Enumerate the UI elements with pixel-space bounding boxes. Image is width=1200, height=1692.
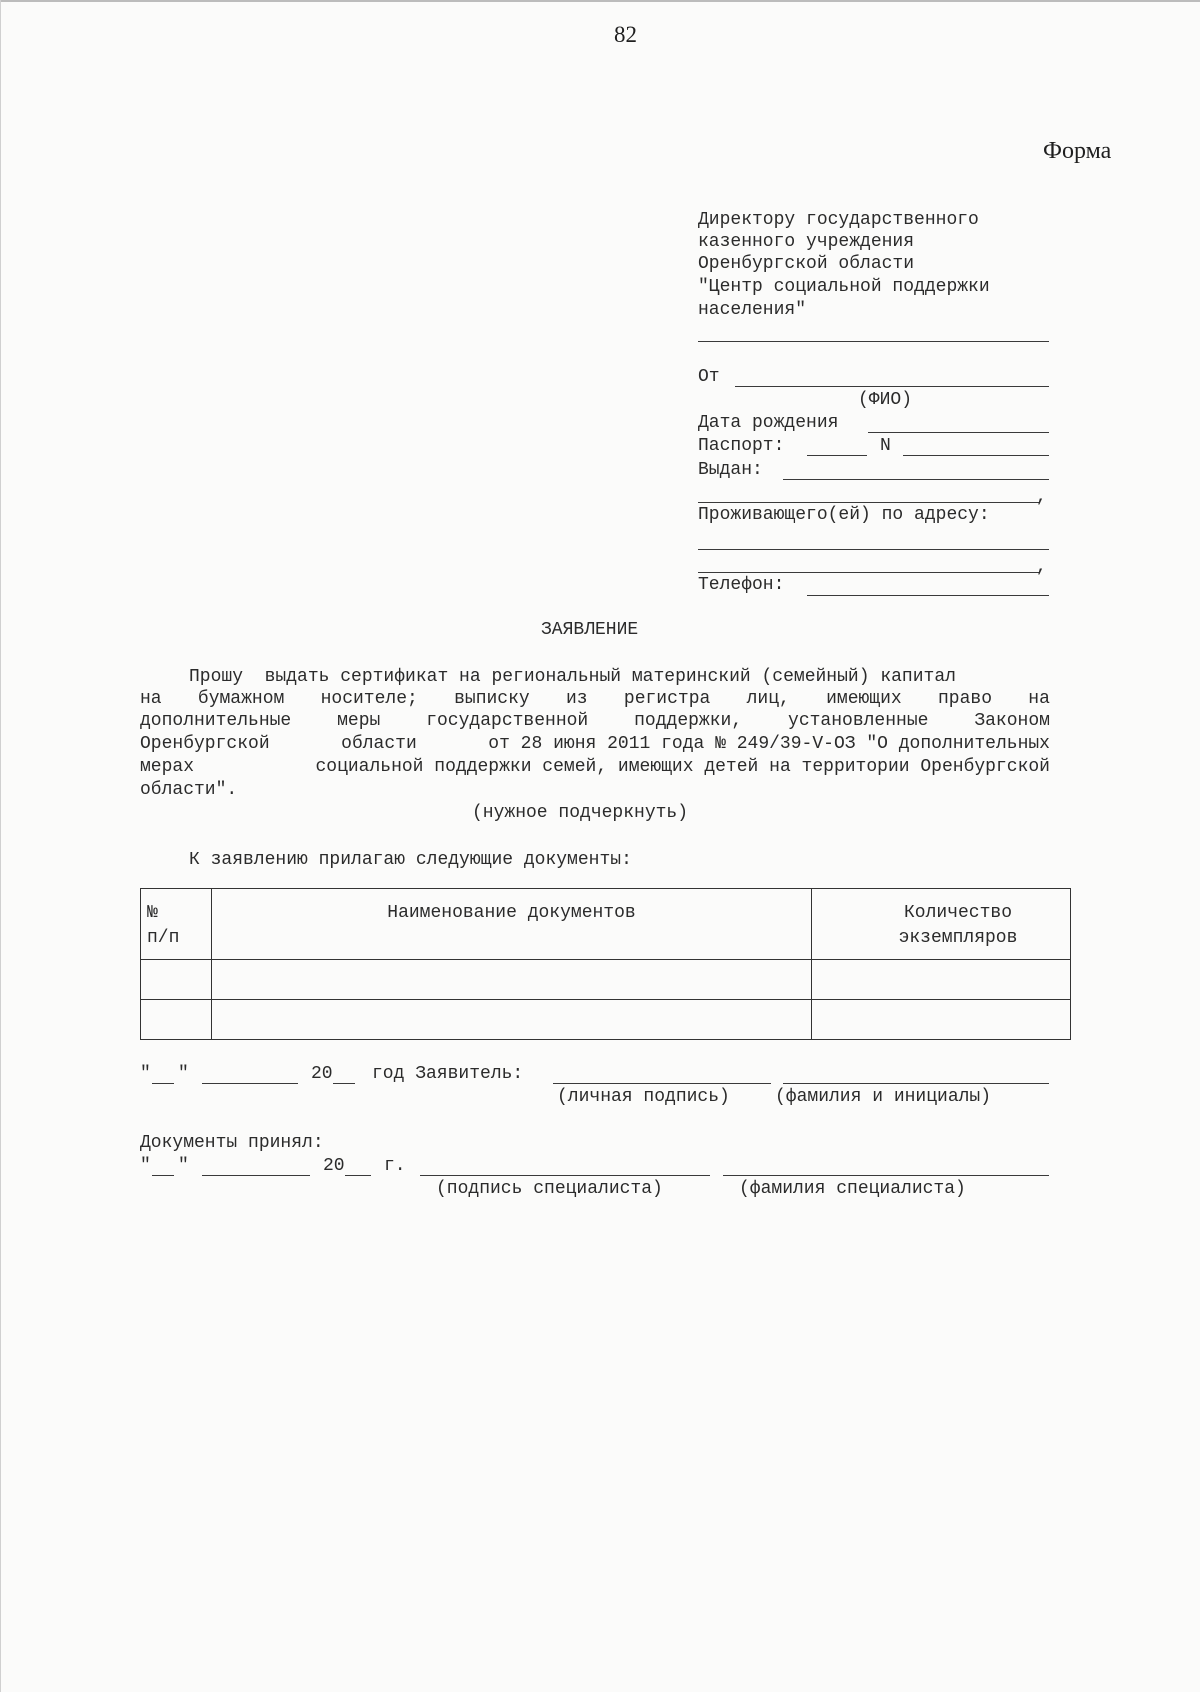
birth-date-label: Дата рождения: [698, 413, 839, 433]
document-title: ЗАЯВЛЕНИЕ: [541, 620, 639, 640]
table-cell[interactable]: [812, 960, 1071, 1000]
specialist-name-field[interactable]: [723, 1175, 1049, 1176]
table-cell[interactable]: [141, 960, 212, 1000]
fio-caption: (ФИО): [858, 390, 913, 410]
applicant-signature-caption: (личная подпись): [557, 1087, 730, 1107]
form-label: Форма: [1043, 138, 1112, 164]
header-doc-name: [212, 889, 812, 960]
comma: ,: [1036, 487, 1047, 507]
addressee-line: "Центр социальной поддержки: [698, 277, 990, 297]
issued-field[interactable]: [783, 479, 1049, 480]
quote-close: ": [178, 1064, 189, 1084]
month-field[interactable]: [202, 1175, 310, 1176]
passport-series-field[interactable]: [807, 455, 867, 456]
quote-open: ": [140, 1156, 151, 1176]
day-field[interactable]: [152, 1083, 174, 1084]
header-copies-line2: экземпляров: [898, 928, 1018, 948]
applicant-name-caption: (фамилия и инициалы): [775, 1087, 992, 1107]
birth-date-field[interactable]: [868, 432, 1049, 433]
table-cell[interactable]: [812, 1000, 1071, 1040]
scan-left-edge: [0, 0, 1, 1692]
scan-top-edge: [0, 0, 1200, 2]
page-number: 82: [614, 22, 637, 47]
specialist-name-caption: (фамилия специалиста): [739, 1179, 966, 1199]
specialist-signature-caption: (подпись специалиста): [436, 1179, 663, 1199]
passport-number-field[interactable]: [903, 455, 1049, 456]
applicant-signature-field[interactable]: [553, 1083, 771, 1084]
header-number-pp: п/п: [147, 928, 180, 948]
table-cell[interactable]: [212, 960, 812, 1000]
accepted-label: Документы принял:: [140, 1133, 324, 1153]
phone-label: Телефон:: [698, 575, 785, 595]
day-field[interactable]: [152, 1175, 174, 1176]
issued-label: Выдан:: [698, 460, 763, 480]
body-line: на бумажном носителе; выписку из регистра лиц, имеющих право на: [140, 689, 1050, 709]
year-field[interactable]: [333, 1083, 355, 1084]
table-row: [141, 960, 1071, 1000]
body-line: Прошу выдать сертификат на региональный материнский (семейный) капитал: [189, 667, 956, 687]
table-header-row: [141, 889, 1071, 960]
specialist-signature-field[interactable]: [420, 1175, 710, 1176]
year-prefix: 20: [323, 1156, 345, 1176]
phone-field[interactable]: [807, 595, 1049, 596]
body-line: области".: [140, 780, 238, 800]
body-line: дополнительные меры государственной поддержки, установленные Законом: [140, 711, 1050, 731]
table-row: [141, 1000, 1071, 1040]
comma: ,: [1036, 557, 1047, 577]
attachments-intro: К заявлению прилагаю следующие документы:: [189, 850, 632, 870]
residing-label: Проживающего(ей) по адресу:: [698, 505, 990, 525]
header-copies-line1: Количество: [903, 903, 1013, 923]
table-cell[interactable]: [141, 1000, 212, 1040]
quote-close: ": [178, 1156, 189, 1176]
body-line: Оренбургской области от 28 июня 2011 года № 249/39-V-ОЗ "О дополнительных: [140, 734, 1050, 754]
addressee-line: населения": [698, 300, 807, 320]
header-copies: [812, 889, 1071, 960]
passport-number-label: N: [880, 436, 891, 456]
fio-field[interactable]: [735, 386, 1049, 387]
header-number-symbol: №: [147, 903, 158, 923]
underline-note: (нужное подчеркнуть): [472, 803, 689, 823]
address-field-2[interactable]: [698, 572, 1039, 573]
address-field-1[interactable]: [698, 549, 1049, 550]
from-label: От: [698, 367, 720, 387]
documents-table: [140, 888, 1071, 1040]
addressee-line: Оренбургской области: [698, 254, 915, 274]
body-line: мерах социальной поддержки семей, имеющих детей на территории Оренбургской: [140, 757, 1050, 777]
issued-field-continued[interactable]: [698, 502, 1039, 503]
year-field[interactable]: [345, 1175, 371, 1176]
header-number: [141, 889, 212, 960]
month-field[interactable]: [202, 1083, 298, 1084]
addressee-line: казенного учреждения: [698, 232, 915, 252]
quote-open: ": [140, 1064, 151, 1084]
year-suffix: г.: [384, 1156, 406, 1176]
passport-label: Паспорт:: [698, 436, 785, 456]
year-prefix: 20: [311, 1064, 333, 1084]
addressee-blank-line[interactable]: [698, 341, 1049, 342]
table-cell[interactable]: [212, 1000, 812, 1040]
header-doc-name-text: Наименование документов: [387, 903, 636, 923]
applicant-name-field[interactable]: [783, 1083, 1049, 1084]
applicant-label: год Заявитель:: [372, 1064, 524, 1084]
addressee-line: Директору государственного: [698, 210, 979, 230]
